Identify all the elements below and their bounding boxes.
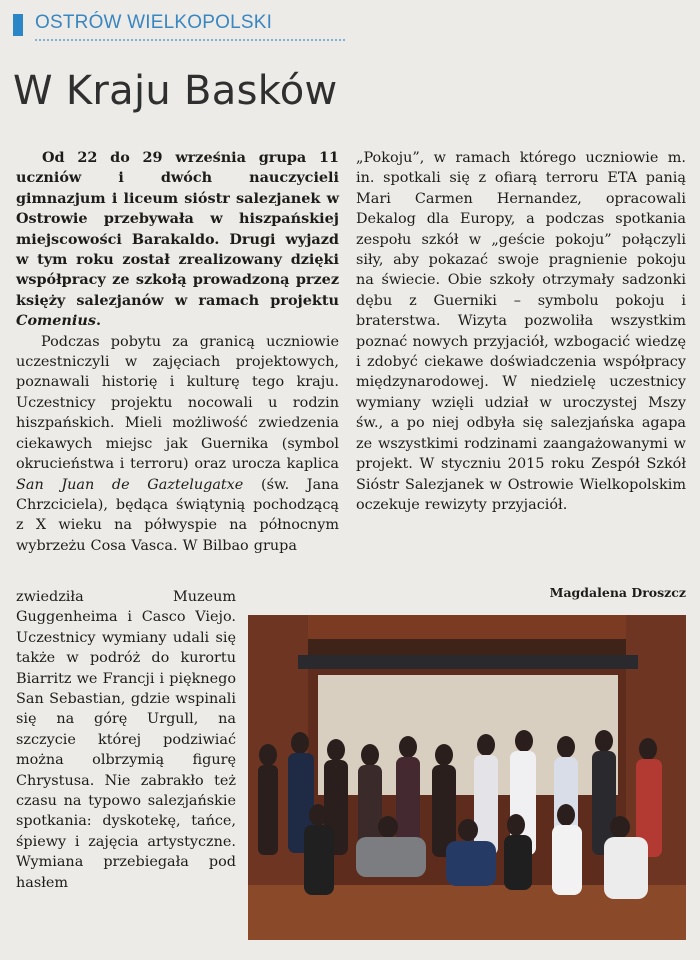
- body-paragraph-narrow: zwiedziła Muzeum Guggenheima i Casco Viejo. Uczestnicy wymiany udali się także w podróż do kurortu Biarritz we Francji i pięknego San Sebastian, gdzie wspinali się na górę Urgull, na szczycie której podziwiać można olbrzymią figurę Chrystusa. Nie zabrakło też czasu na typowo salezjańskie spotkania: dyskotekę, tańce, śpiewy i zajęcia artystyczne. Wymiana przebiegała pod hasłem: [16, 589, 236, 891]
- author-signature: Magdalena Droszcz: [549, 585, 686, 600]
- group-photo: [248, 615, 686, 940]
- section-accent-bar: [13, 14, 23, 36]
- article-title: W Kraju Basków: [13, 68, 338, 114]
- chapel-name: San Juan de Gaztelugatxe: [16, 476, 244, 493]
- article-lead: [16, 148, 339, 332]
- lead-text-end: .: [95, 312, 101, 330]
- article-column-narrow: [16, 587, 236, 893]
- body-paragraph-right: „Pokoju”, w ramach którego uczniowie m. in. spotkali się z ofiarą terroru ETA panią Mari Carmen Hernandez, opracowali Dekalog dla Europy, a podczas spotkania zespołu szkół w „geście pokoju” połączyli siły, aby pokazać swoje pragnienie pokoju na świecie. Obie szkoły otrzymały sadzonki dębu z Guerniki – symbolu pokoju i braterstwa. Wizyta pozwoliła wszystkim poznać nowych przyjaciół, wzbogacić wiedzę i zdobyć ciekawe doświadczenia współpracy międzynarodowej. W niedzielę uczestnicy wymiany wzięli udział w uroczystej Mszy św., a po niej odbyła się salezjańska agapa ze wszystkimi rodzinami zaangażowanymi w projekt. W styczniu 2015 roku Zespół Szkół Sióstr Salezjanek w Ostrowie Wielkopolskim oczekuje rewizyty przyjaciół.: [356, 150, 686, 513]
- group-photo-illustration: [248, 615, 686, 940]
- article-column-left: [16, 148, 339, 556]
- lead-program-name: Comenius: [16, 312, 96, 330]
- section-header: [13, 10, 343, 40]
- article-column-right: [356, 148, 686, 515]
- section-dotted-rule: [35, 39, 345, 41]
- section-label: OSTRÓW WIELKOPOLSKI: [35, 12, 273, 33]
- body-left-text-end: (św. Jana Chrzciciela), będąca świątynią pochodzącą z X wieku na półwyspie na północnym wybrzeżu Cosa Vasca. W Bilbao grupa: [16, 476, 339, 554]
- lead-text: Od 22 do 29 września grupa 11 uczniów i dwóch nauczycieli gimnazjum i liceum sióstr salezjanek w Ostrowie przebywała w hiszpańskiej miejscowości Barakaldo. Drugi wyjazd w tym roku został zrealizowany dzięki współpracy ze szkołą prowadzoną przez księży salezjanów w ramach projektu: [16, 149, 339, 309]
- body-paragraph-left: [16, 332, 339, 556]
- body-left-text: Podczas pobytu za granicą uczniowie uczestniczyli w zajęciach projektowych, poznawali historię i kulturę tego kraju. Uczestnicy projektu nocowali u rodzin hiszpańskich. Mieli możliwość zwiedzenia ciekawych miejsc jak Guernika (symbol okrucieństwa i terroru) oraz urocza kaplica: [16, 333, 339, 473]
